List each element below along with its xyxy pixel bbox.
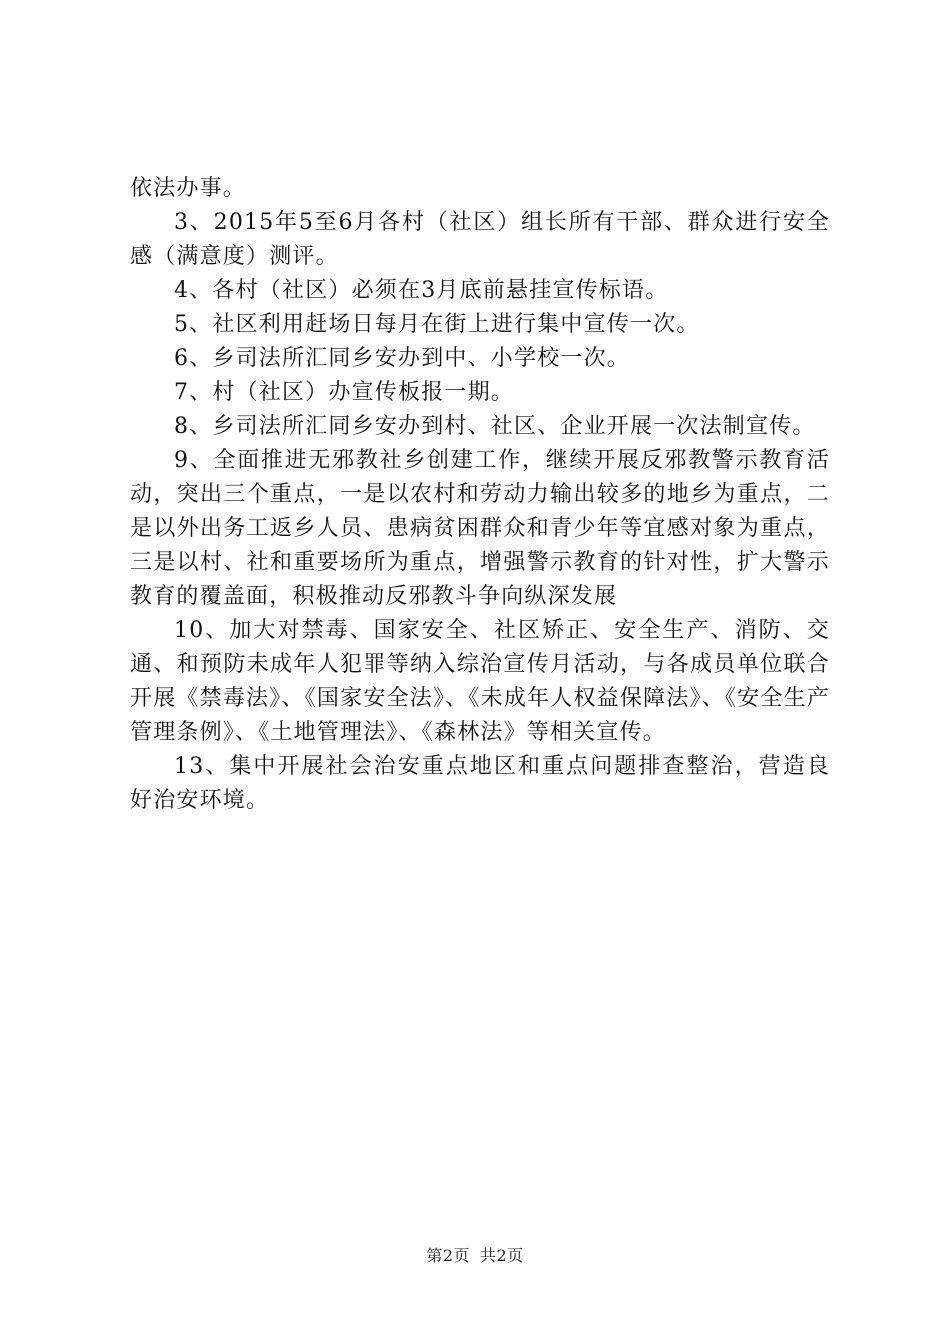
paragraph-continuation: 依法办事。: [130, 176, 247, 201]
page-total: 共2页: [480, 1246, 524, 1265]
page-number: 第2页: [426, 1246, 470, 1265]
paragraph-item-9: 9、全面推进无邪教社乡创建工作，继续开展反邪教警示教育活动，突出三个重点，一是以农村和劳动力输出较多的地乡为重点，二是以外出务工返乡人员、患病贫困群众和青少年等宜感对象为重点，三是以村、社和重要场所为重点，增强警示教育的针对性，扩大警示教育的覆盖面，积极推动反邪教斗争向纵深发展: [130, 448, 830, 609]
document-body: [130, 172, 830, 818]
paragraph-item-10: 10、加大对禁毒、国家安全、社区矫正、安全生产、消防、交通、和预防未成年人犯罪等纳入综治宣传月活动，与各成员单位联合开展《禁毒法》、《国家安全法》、《未成年人权益保障法》、《安全生产管理条例》、《土地管理法》、《森林法》等相关宣传。: [130, 618, 830, 745]
paragraph-item-7: 7、村（社区）办宣传板报一期。: [174, 380, 514, 405]
paragraph-item-8: 8、乡司法所汇同乡安办到村、社区、企业开展一次法制宣传。: [174, 414, 816, 439]
paragraph-item-3: 3、2015年5至6月各村（社区）组长所有干部、群众进行安全感（满意度）测评。: [130, 210, 830, 269]
paragraph-item-4: 4、各村（社区）必须在3月底前悬挂宣传标语。: [174, 278, 669, 303]
paragraph-item-13: 13、集中开展社会治安重点地区和重点问题排查整治，营造良好治安环境。: [130, 754, 830, 813]
paragraph-item-6: 6、乡司法所汇同乡安办到中、小学校一次。: [174, 346, 630, 371]
page-footer: [0, 1243, 950, 1266]
paragraph-item-5: 5、社区利用赶场日每月在街上进行集中宣传一次。: [174, 312, 700, 337]
